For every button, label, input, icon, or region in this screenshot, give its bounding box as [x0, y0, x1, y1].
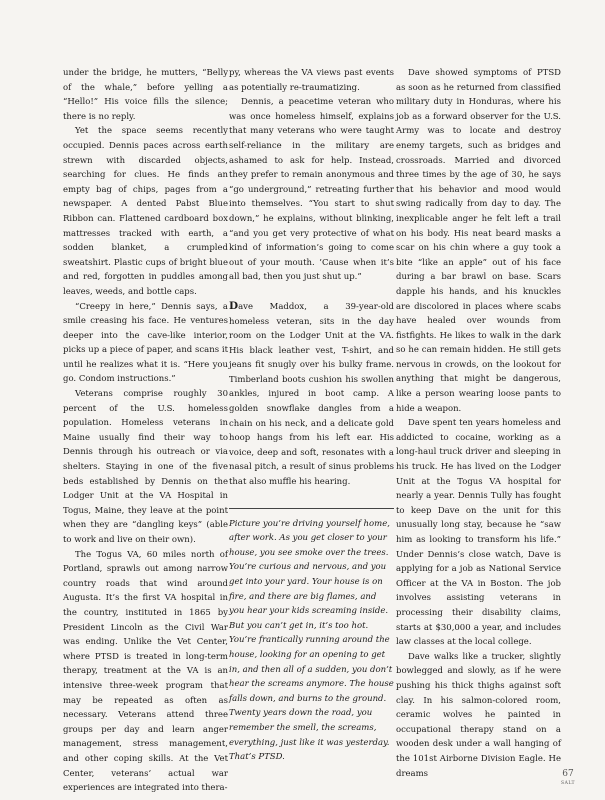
paragraph: Dave spent ten years homeless and addicted to cocaine, working as a long-haul truck driver and sleeping in his truck. He has lived on the Lodger Unit at the Togus VA hospital for nearly a year. Dennis Tully has fought to keep Dave on the unit for this unusually long stay, because he “saw him as looking to transform his life.” Under Dennis’s close watch, Dave is applying for a job as National Service Officer at the VA in Boston. The job involves assisting veterans in processing their disability claims, starts at $30,000 a year, and includes law classes at the local college.	[396, 418, 561, 648]
page-folio	[561, 770, 575, 788]
page-number: 67	[562, 769, 574, 779]
column-3	[396, 66, 561, 781]
paragraph: “Creepy in here,” Dennis says, a smile creasing his face. He ventures deeper into the cave-like interior, picks up a piece of paper, and scans it until he realizes what it is. “Here you go. Condom instructions.”	[63, 301, 228, 385]
column-1	[63, 66, 228, 796]
paragraph: under the bridge, he mutters, “Belly of the whale,” before yelling a “Hello!” His voice fills the silence; there is no reply.	[63, 68, 228, 122]
paragraph: Dave showed symptoms of PTSD as soon as he returned from classified military duty in Honduras, where his job as a forward observer for the U.S. Army was to locate and destroy enemy targets, such as bridges and crossroads. Married and divorced three times by the age of 30, he says that his behavior and mood would swing radically from day to day. The inexplicable anger he felt left a trail on his body. His neat beard masks a scar on his chin where a guy took a bite “like an apple” out of his face during a bar brawl on base. Scars dapple his hands, and his knuckles are discolored in places where scabs have healed over wounds from fistfights. He likes to walk in the dark so he can remain hidden. He still gets nervous in crowds, on the lookout for anything that might be dangerous, like a person wearing loose pants to hide a weapon.	[396, 68, 561, 414]
paragraph: Dennis, a peacetime veteran who was once homeless himself, explains that many veterans who were taught self-reliance in the military are ashamed to ask for help. Instead, they prefer to remain anonymous and “go underground,” retreating further into themselves. “You start to shut down,” he explains, without blinking, “and you get very protective of what kind of information’s going to come out of your mouth. ’Cause when it’s all bad, then you just shut up.”	[229, 97, 394, 283]
ptsd-sidebar	[229, 508, 394, 765]
paragraph: Veterans comprise roughly 30 percent of the U.S. homeless population. Homeless veterans in Maine usually find their way to Dennis through his outreach or via shelters. Staying in one of the five beds established by Dennis on the Lodger Unit at the VA Hospital in Togus, Maine, they leave at the point when they are “dangling keys” (able to work and live on their own).	[63, 389, 228, 545]
section-paragraph-text: ave Maddox, a 39-year-old homeless veteran, sits in the day room on the Lodger Unit at the VA. His black leather vest, T-shirt, and jeans fit snugly over his bulky frame. Timberland boots cushion his swollen ankles, injured in boot camp. A golden snowflake dangles from a chain on his neck, and a delicate gold hoop hangs from his left ear. His voice, deep and soft, resonates with a nasal pitch, a result of sinus problems that also muffle his hearing.	[229, 301, 394, 488]
section-paragraph	[229, 299, 394, 490]
drop-letter: D	[229, 299, 239, 312]
paragraph: Yet the space seems recently occupied. Dennis paces across earth strewn with discarded objects, searching for clues. He finds an empty bag of chips, pages from a newspaper. A dented Pabst Blue Ribbon can. Flattened cardboard box mattresses tracked with earth, a sodden blanket, a crumpled sweatshirt. Plastic cups of bright blue and red, forgotten in puddles among leaves, weeds, and bottle caps.	[63, 126, 228, 297]
paragraph: Dave walks like a trucker, slightly bowlegged and slowly, as if he were pushing his thick thighs against soft clay. In his salmon-colored room, ceramic wolves he painted in occupational therapy stand on a wooden desk under a wall hanging of the 101st Airborne Division Eagle. He dreams	[396, 651, 561, 779]
column-2	[229, 66, 394, 765]
publication-label: SALT	[561, 781, 575, 786]
paragraph: The Togus VA, 60 miles north of Portland, sprawls out among narrow country roads that wind around Augusta. It’s the first VA hospital in the country, instituted in 1865 by President Lincoln as the Civil War was ending. Unlike the Vet Center, where PTSD is treated in long-term therapy, treatment at the VA is an intensive three-week program that may be repeated as often as necessary. Veterans attend three groups per day and learn anger management, stress management, and other coping skills. At the Vet Center, veterans’ actual war experiences are integrated into thera-	[63, 549, 228, 794]
paragraph: py, whereas the VA views past events as potentially re-traumatizing.	[229, 68, 394, 93]
sidebar-quote: Picture you’re driving yourself home, after work. As you get closer to your house, you see smoke over the trees. You’re curious and nervous, and you get into your yard. Your house is on fire, and there are big flames, and you hear your kids screaming inside. But you can’t get in, it’s too hot. You’re frantically running around the house, looking for an opening to get in, and then all of a sudden, you don’t hear the screams anymore. The house falls down, and burns to the ground. Twenty years down the road, you remember the smell, the screams, everything, just like it was yesterday. That’s PTSD.	[229, 518, 394, 763]
